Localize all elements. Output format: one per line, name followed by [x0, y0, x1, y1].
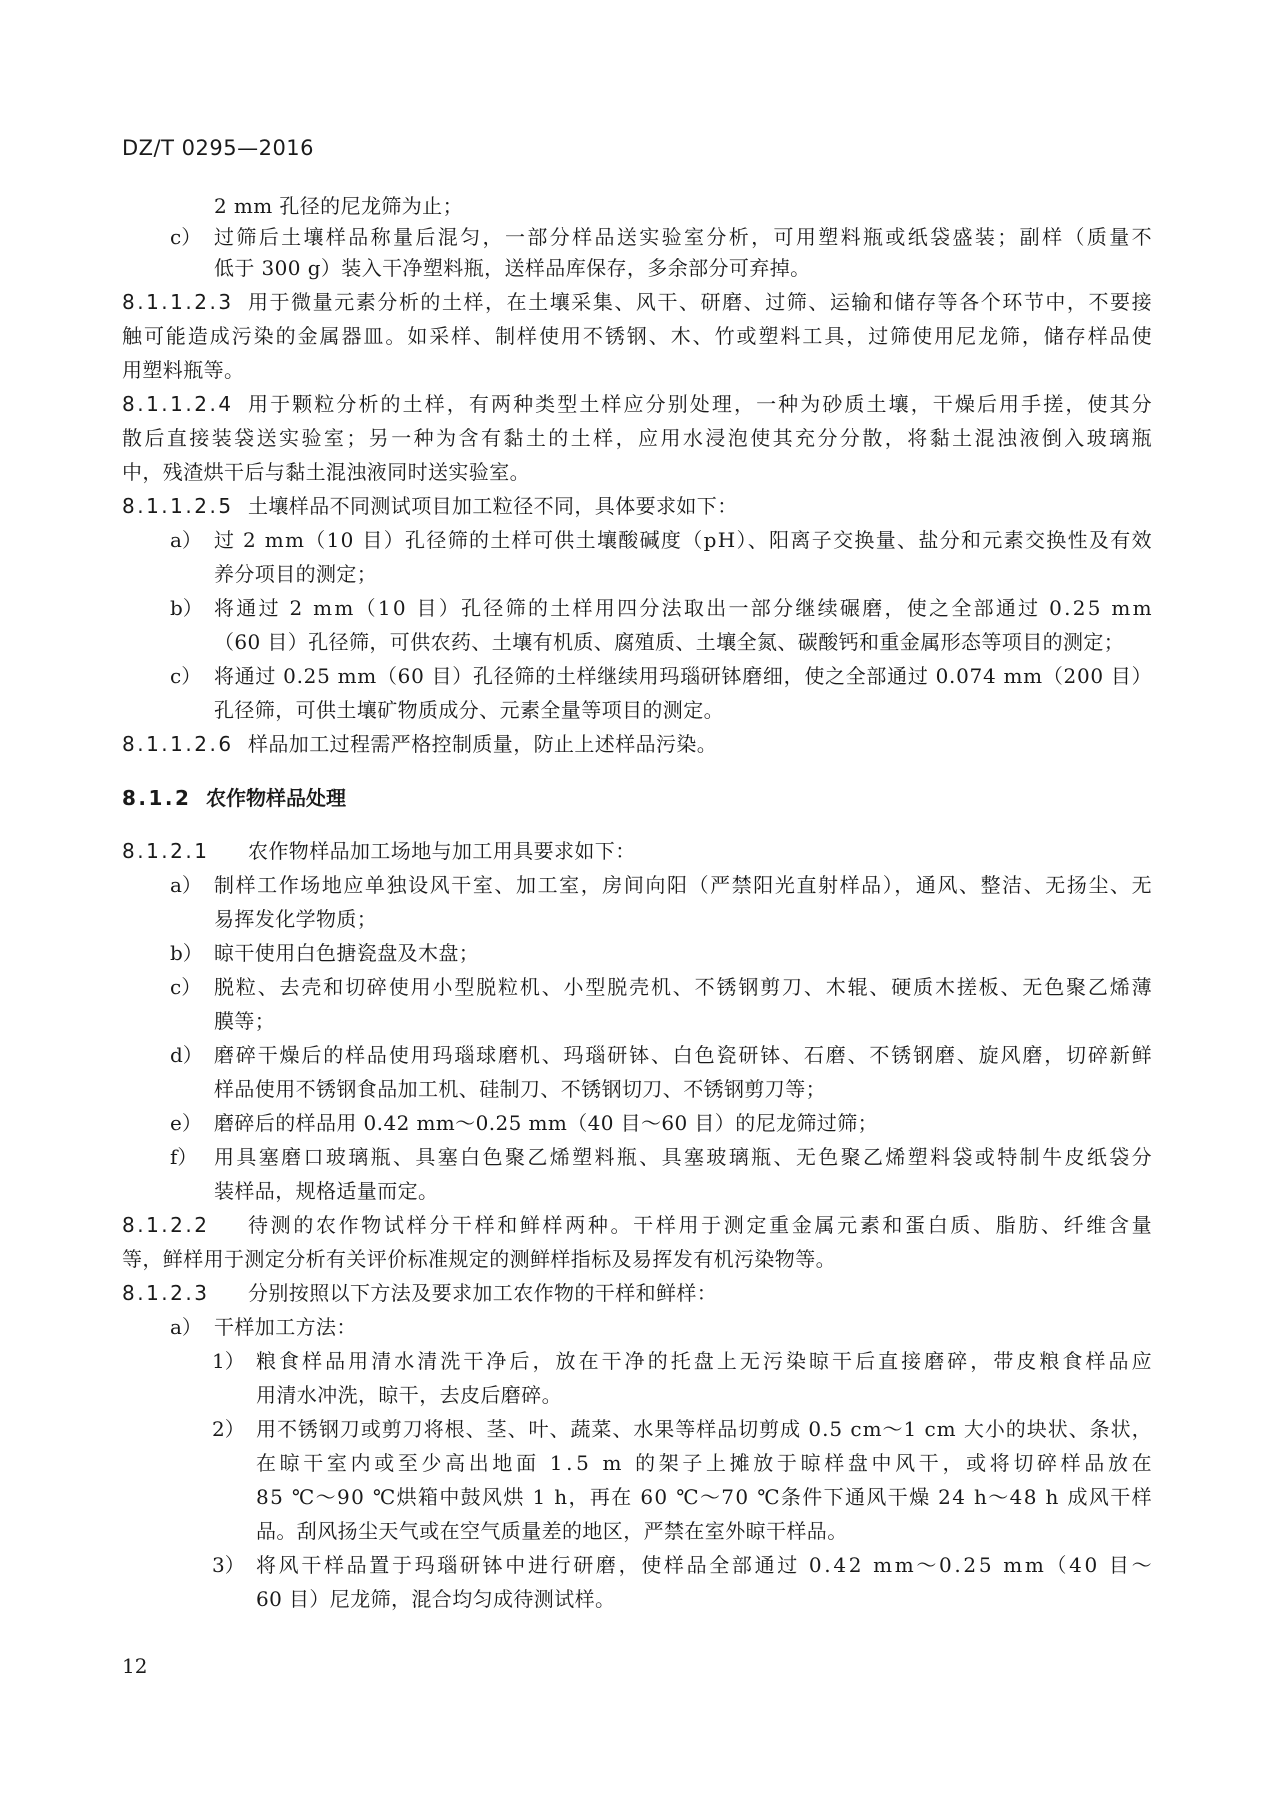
list-item-text-line: 样品使用不锈钢食品加工机、硅制刀、不锈钢切刀、不锈钢剪刀等；	[214, 1077, 826, 1101]
list-item-text-line: 磨碎干燥后的样品使用玛瑙球磨机、玛瑙研钵、白色瓷研钵、石磨、不锈钢磨、旋风磨，切碎新鲜	[214, 1043, 1154, 1067]
list-item-text-line: 85 ℃～90 ℃烘箱中鼓风烘 1 h，再在 60 ℃～70 ℃条件下通风干燥 24 h～48 h 成风干样	[256, 1485, 1153, 1509]
list-item-text-line: 过筛后土壤样品称量后混匀，一部分样品送实验室分析，可用塑料瓶或纸袋盛装；副样（质量不	[214, 225, 1154, 249]
clause-number: 8.1.2.1	[122, 839, 210, 863]
clause-number: 8.1.2.2	[122, 1213, 210, 1237]
list-item-label: 2）	[212, 1417, 245, 1441]
list-item-text-line: 制样工作场地应单独设风干室、加工室，房间向阳（严禁阳光直射样品），通风、整洁、无扬尘、无	[214, 873, 1154, 897]
list-item-text-line: 晾干使用白色搪瓷盘及木盘；	[214, 941, 480, 965]
list-item-text-line: 60 目）尼龙筛，混合均匀成待测试样。	[256, 1587, 616, 1611]
list-item-label: f）	[170, 1145, 198, 1169]
clause-text-line: 用塑料瓶等。	[122, 358, 245, 382]
list-item-label: a）	[170, 528, 202, 552]
list-item-label: b）	[170, 596, 203, 620]
clause-text-line: 中，残渣烘干后与黏土混浊液同时送实验室。	[122, 460, 530, 484]
page-number: 12	[122, 1654, 148, 1678]
clause-text-line: 用于颗粒分析的土样，有两种类型土样应分别处理，一种为砂质土壤，干燥后用手搓，使其分	[248, 392, 1154, 416]
clause-text-line: 用于微量元素分析的土样，在土壤采集、风干、研磨、过筛、运输和储存等各个环节中，不要接	[248, 290, 1154, 314]
list-item-label: b）	[170, 941, 203, 965]
list-item-text-line: 过 2 mm（10 目）孔径筛的土样可供土壤酸碱度（pH）、阳离子交换量、盐分和元素交换性及有效	[214, 528, 1153, 552]
list-item-text-line: 养分项目的测定；	[214, 562, 378, 586]
clause-number: 8.1.1.2.6	[122, 732, 234, 756]
list-item-label: c）	[170, 975, 202, 999]
clause-text-line: 农作物样品加工场地与加工用具要求如下：	[248, 839, 636, 863]
list-item-text-line: 脱粒、去壳和切碎使用小型脱粒机、小型脱壳机、不锈钢剪刀、木辊、硬质木搓板、无色聚乙烯薄	[214, 975, 1154, 999]
list-item-text-line: 用清水冲洗，晾干，去皮后磨碎。	[256, 1383, 562, 1407]
clause-number: 8.1.2.3	[122, 1281, 210, 1305]
clause-number: 8.1.1.2.3	[122, 290, 234, 314]
text-line: 2 mm 孔径的尼龙筛为止；	[214, 194, 463, 218]
list-item-text-line: 磨碎后的样品用 0.42 mm～0.25 mm（40 目～60 目）的尼龙筛过筛；	[214, 1111, 879, 1135]
clause-text-line: 散后直接装袋送实验室；另一种为含有黏土的土样，应用水浸泡使其充分分散，将黏土混浊液倒入玻璃瓶	[122, 426, 1155, 450]
list-item-label: a）	[170, 1315, 202, 1339]
list-item-label: c）	[170, 664, 202, 688]
list-item-text-line: 粮食样品用清水清洗干净后，放在干净的托盘上无污染晾干后直接磨碎，带皮粮食样品应	[256, 1349, 1155, 1373]
list-item-text-line: 孔径筛，可供土壤矿物质成分、元素全量等项目的测定。	[214, 698, 724, 722]
list-item-text-line: （60 目）孔径筛，可供农药、土壤有机质、腐殖质、土壤全氮、碳酸钙和重金属形态等项目的测定；	[214, 630, 1125, 654]
clause-text-line: 土壤样品不同测试项目加工粒径不同，具体要求如下：	[248, 494, 738, 518]
list-item-label: 1）	[212, 1349, 245, 1373]
clause-text-line: 待测的农作物试样分干样和鲜样两种。干样用于测定重金属元素和蛋白质、脂肪、纤维含量	[248, 1213, 1155, 1237]
list-item-text-line: 在晾干室内或至少高出地面 1.5 m 的架子上摊放于晾样盘中风干，或将切碎样品放在	[256, 1451, 1156, 1475]
list-item-label: c）	[170, 225, 202, 249]
list-item-label: a）	[170, 873, 202, 897]
clause-number: 8.1.1.2.5	[122, 494, 234, 518]
list-item-text-line: 膜等；	[214, 1009, 276, 1033]
list-item-label: 3）	[212, 1553, 245, 1577]
list-item-text-line: 将通过 2 mm（10 目）孔径筛的土样用四分法取出一部分继续碾磨，使之全部通过 0.25 mm	[214, 596, 1154, 620]
clause-text-line: 分别按照以下方法及要求加工农作物的干样和鲜样：	[248, 1281, 718, 1305]
list-item-text-line: 将通过 0.25 mm（60 目）孔径筛的土样继续用玛瑙研钵磨细，使之全部通过 0.074 mm（200 目）	[214, 664, 1153, 688]
list-item-text-line: 干样加工方法：	[214, 1315, 357, 1339]
list-item-text-line: 用具塞磨口玻璃瓶、具塞白色聚乙烯塑料瓶、具塞玻璃瓶、无色聚乙烯塑料袋或特制牛皮纸袋分	[214, 1145, 1154, 1169]
list-item-label: e）	[170, 1111, 202, 1135]
list-item-text-line: 低于 300 g）装入干净塑料瓶，送样品库保存，多余部分可弃掉。	[214, 256, 811, 280]
clause-number: 8.1.1.2.4	[122, 392, 234, 416]
document-code-header: DZ/T 0295—2016	[122, 136, 315, 160]
list-item-text-line: 装样品，规格适量而定。	[214, 1179, 439, 1203]
clause-text-line: 等，鲜样用于测定分析有关评价标准规定的测鲜样指标及易挥发有机污染物等。	[122, 1247, 836, 1271]
section-number: 8.1.2	[122, 786, 192, 810]
clause-text-line: 触可能造成污染的金属器皿。如采样、制样使用不锈钢、木、竹或塑料工具，过筛使用尼龙筛，储存样品使	[122, 324, 1154, 348]
list-item-text-line: 用不锈钢刀或剪刀将根、茎、叶、蔬菜、水果等样品切剪成 0.5 cm～1 cm 大小的块状、条状，	[256, 1417, 1153, 1441]
section-heading: 农作物样品处理	[206, 786, 346, 810]
list-item-label: d）	[170, 1043, 203, 1067]
clause-text-line: 样品加工过程需严格控制质量，防止上述样品污染。	[248, 732, 718, 756]
list-item-text-line: 易挥发化学物质；	[214, 907, 378, 931]
list-item-text-line: 将风干样品置于玛瑙研钵中进行研磨，使样品全部通过 0.42 mm～0.25 mm（40 目～	[256, 1553, 1155, 1577]
list-item-text-line: 品。刮风扬尘天气或在空气质量差的地区，严禁在室外晾干样品。	[256, 1519, 848, 1543]
